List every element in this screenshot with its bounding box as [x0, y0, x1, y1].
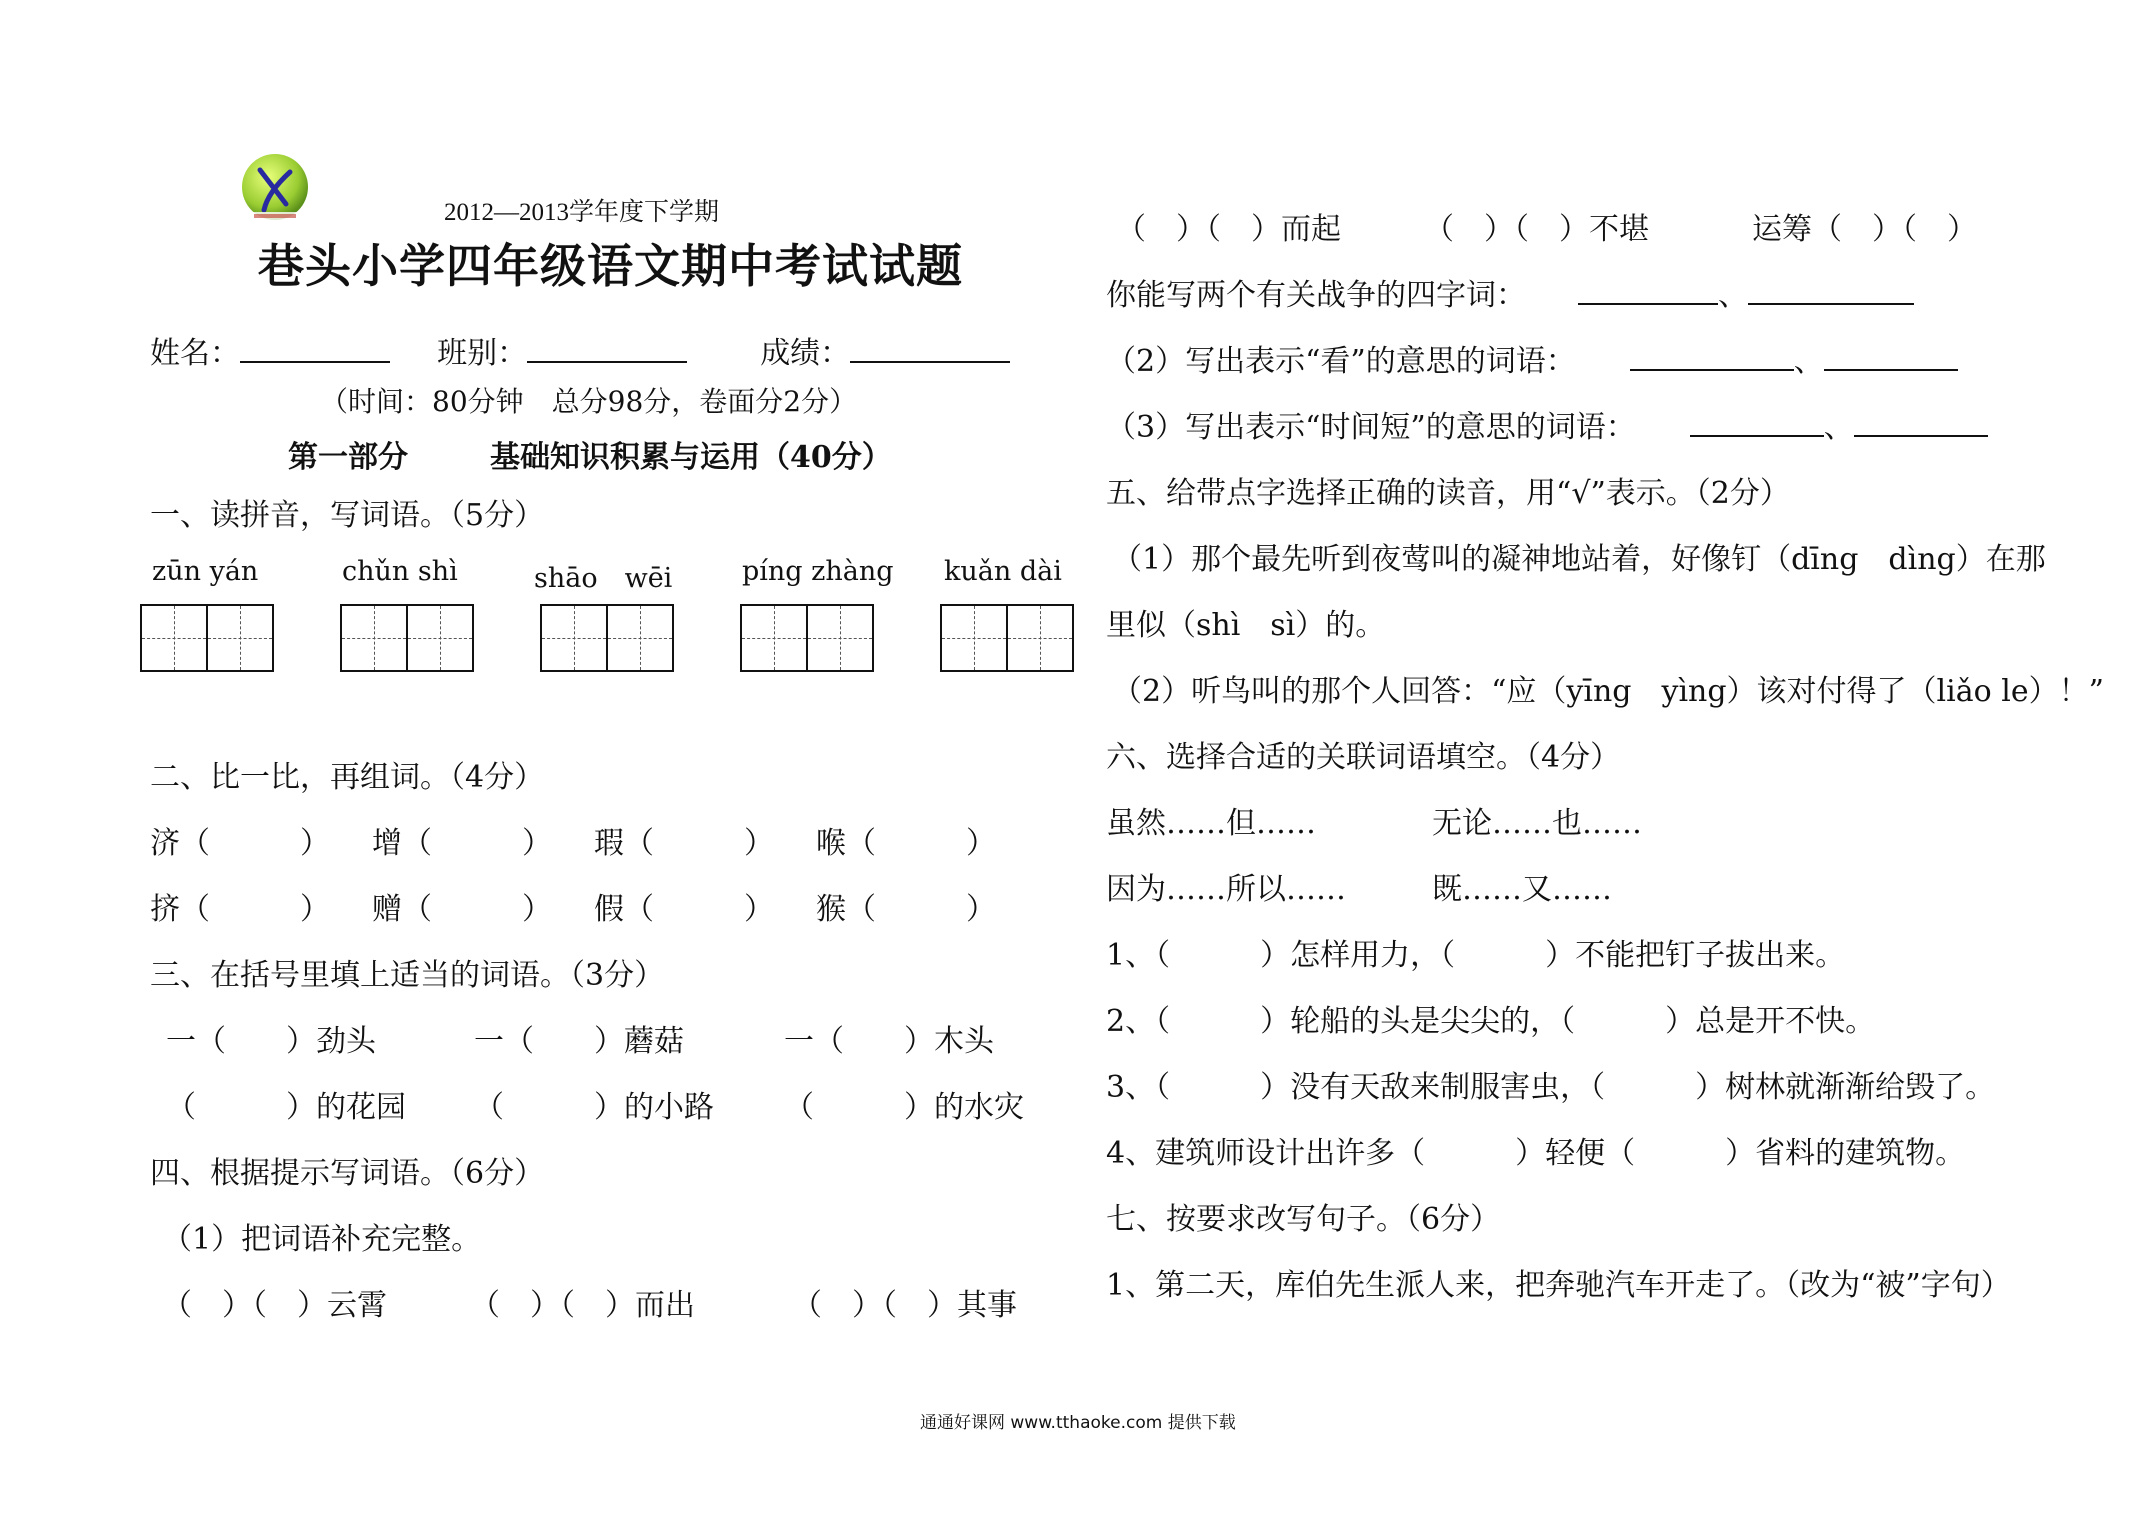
school-year: 2012—2013学年度下学期 — [444, 199, 720, 226]
q6-item: 1、（ ）怎样用力，（ ）不能把钉子拔出来。 — [1106, 938, 1846, 973]
q5-line1: （1）那个最先听到夜莺叫的凝神地站着，好像钉（dīng dìng）在那 — [1112, 542, 2046, 577]
q6-option: 虽然……但…… — [1106, 806, 1316, 841]
score-field[interactable] — [850, 359, 1010, 363]
q6-item: 3、（ ）没有天敌来制服害虫，（ ）树林就渐渐给毁了。 — [1106, 1070, 1996, 1105]
class-label: 班别： — [437, 336, 528, 371]
footer-text: 通通好课网 www.tthaoke.com 提供下载 — [920, 1413, 1236, 1433]
q7-title: 七、按要求改写句子。（6分） — [1106, 1202, 1501, 1237]
answer-line[interactable] — [1578, 301, 1718, 305]
separator: 、 — [1793, 344, 1824, 379]
q4-item: （ ）（ ）不堪 — [1424, 212, 1649, 247]
war-words-label: 你能写两个有关战争的四字词： — [1106, 278, 1526, 313]
answer-line[interactable] — [1854, 433, 1988, 437]
q4-sub3-label: （3）写出表示“时间短”的意思的词语： — [1106, 410, 1636, 445]
q3-item: （ ）的小路 — [474, 1090, 714, 1125]
q4-item: （ ）（ ）云霄 — [162, 1288, 387, 1323]
q2-item: 喉（ ） — [816, 826, 996, 861]
student-info — [150, 328, 1010, 372]
q2-item: 济（ ） — [150, 826, 330, 861]
q3-item: 一（ ）劲头 — [166, 1024, 376, 1059]
q4-item: 运筹（ ）（ ） — [1752, 212, 1977, 247]
q6-item: 2、（ ）轮船的头是尖尖的，（ ）总是开不快。 — [1106, 1004, 1876, 1039]
class-field[interactable] — [527, 359, 687, 363]
part1-title: 基础知识积累与运用（40分） — [490, 440, 892, 475]
q6-option: 既……又…… — [1432, 872, 1612, 907]
answer-line[interactable] — [1748, 301, 1914, 305]
q4-sub2-label: （2）写出表示“看”的意思的词语： — [1106, 344, 1576, 379]
q4-item: （ ）（ ）其事 — [792, 1288, 1017, 1323]
q6-option: 无论……也…… — [1432, 806, 1642, 841]
q1-title: 一、读拼音，写词语。（5分） — [150, 498, 545, 533]
q3-item: 一（ ）蘑菇 — [474, 1024, 684, 1059]
q4-sub3 — [1106, 402, 1988, 446]
pinyin-4: píng zhàng — [742, 556, 894, 587]
q2-title: 二、比一比，再组词。（4分） — [150, 760, 545, 795]
school-logo-icon — [238, 152, 312, 226]
writing-grid[interactable] — [340, 604, 474, 672]
pinyin-5: kuǎn dài — [944, 556, 1062, 587]
war-words — [1106, 270, 1914, 314]
q2-item: 瑕（ ） — [594, 826, 774, 861]
q7-item1: 1、第二天，库伯先生派人来，把奔驰汽车开走了。（改为“被”字句） — [1106, 1268, 2011, 1303]
q2-item: 赠（ ） — [372, 892, 552, 927]
q4-item: （ ）（ ）而出 — [470, 1288, 695, 1323]
q2-item: 假（ ） — [594, 892, 774, 927]
separator: 、 — [1718, 278, 1748, 313]
q6-item: 4、建筑师设计出许多（ ）轻便（ ）省料的建筑物。 — [1106, 1136, 1966, 1171]
answer-line[interactable] — [1824, 367, 1958, 371]
q2-item: 挤（ ） — [150, 892, 330, 927]
exam-title: 巷头小学四年级语文期中考试试题 — [258, 239, 963, 293]
writing-grid[interactable] — [740, 604, 874, 672]
q6-option: 因为……所以…… — [1106, 872, 1346, 907]
writing-grid[interactable] — [940, 604, 1074, 672]
time-info: （时间：80分钟 总分98分，卷面分2分） — [320, 385, 858, 418]
pinyin-2: chǔn shì — [342, 556, 458, 587]
q6-title: 六、选择合适的关联词语填空。（4分） — [1106, 740, 1621, 775]
writing-grid[interactable] — [140, 604, 274, 672]
q2-item: 增（ ） — [372, 826, 552, 861]
writing-grid[interactable] — [540, 604, 674, 672]
score-label: 成绩： — [760, 336, 851, 371]
q3-item: 一（ ）木头 — [784, 1024, 994, 1059]
q5-line2: 里似（shì sì）的。 — [1106, 608, 1386, 643]
part1-label: 第一部分 — [288, 440, 408, 475]
q5-line3: （2）听鸟叫的那个人回答：“应（yīng yìng）该对付得了（liǎo le）！” — [1112, 674, 2104, 709]
q4-sub1: （1）把词语补充完整。 — [162, 1222, 482, 1257]
pinyin-3: shāo wēi — [534, 563, 673, 594]
answer-line[interactable] — [1630, 367, 1794, 371]
q3-item: （ ）的花园 — [166, 1090, 406, 1125]
q4-title: 四、根据提示写词语。（6分） — [150, 1156, 545, 1191]
name-field[interactable] — [240, 359, 390, 363]
q2-item: 猴（ ） — [816, 892, 996, 927]
q4-item: （ ）（ ）而起 — [1116, 212, 1341, 247]
separator: 、 — [1823, 410, 1854, 445]
q4-sub2 — [1106, 336, 1958, 380]
pinyin-1: zūn yán — [152, 556, 259, 587]
q3-title: 三、在括号里填上适当的词语。（3分） — [150, 958, 665, 993]
name-label: 姓名： — [150, 336, 240, 371]
answer-line[interactable] — [1690, 433, 1824, 437]
q3-item: （ ）的水灾 — [784, 1090, 1024, 1125]
q5-title: 五、给带点字选择正确的读音，用“√”表示。（2分） — [1106, 476, 1790, 511]
